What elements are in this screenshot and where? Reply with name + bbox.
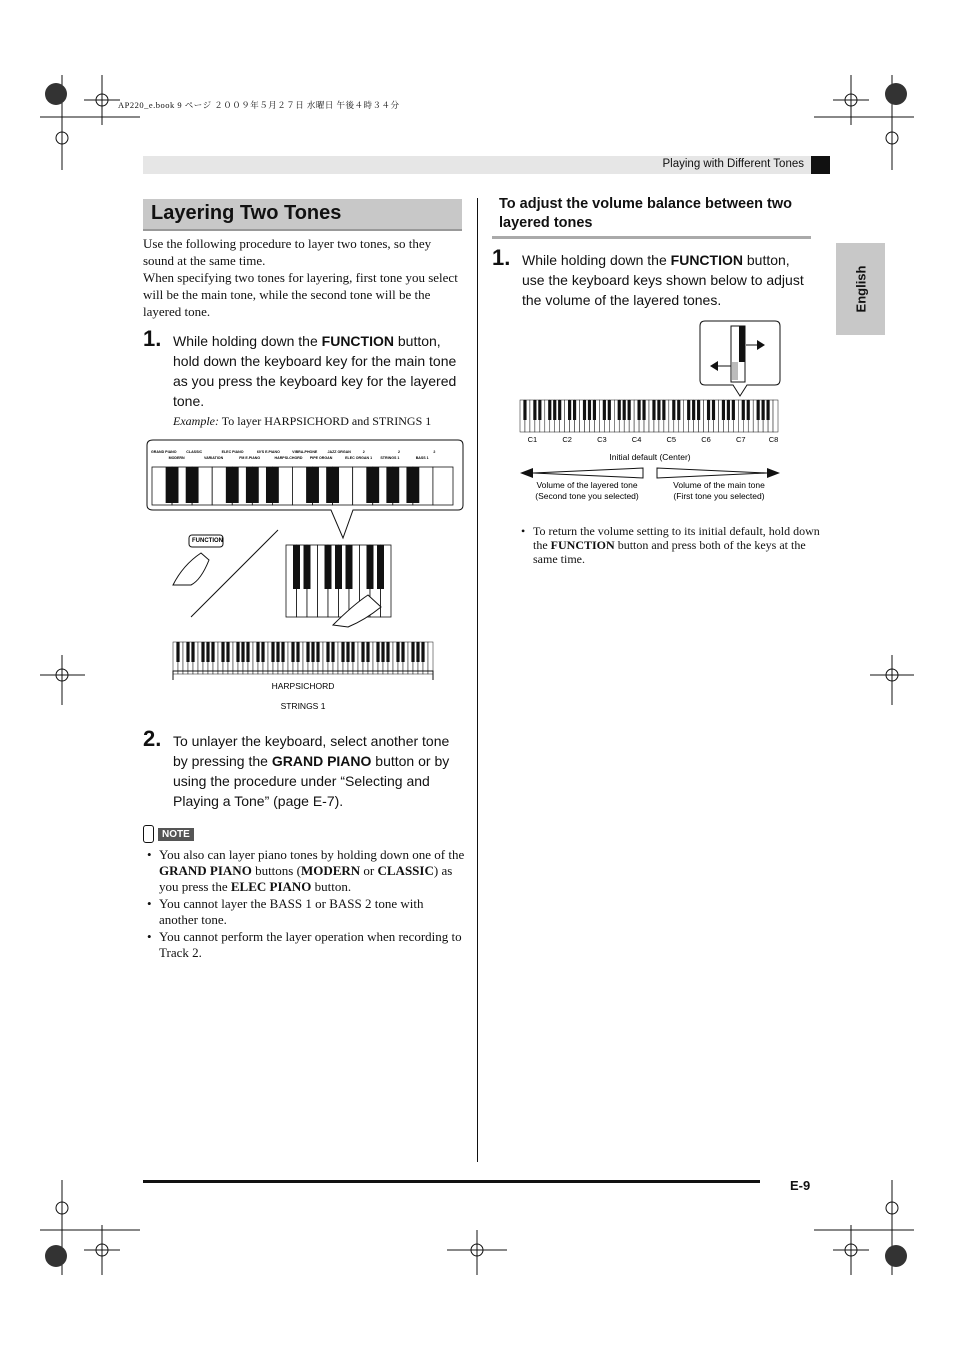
step-1-post: button, hold down the keyboard key for the main tone as you press the keyboard key for the layered tone. — [173, 333, 457, 409]
tone-label: PIPE ORGAN — [309, 456, 333, 460]
tone-label: 2 — [433, 450, 436, 454]
octave-label: C5 — [666, 435, 677, 444]
step-1-bold: FUNCTION — [321, 333, 394, 349]
step-1-pre: While holding down the — [173, 333, 322, 349]
note-item: • You also can layer piano tones by holding down one of the GRAND PIANO buttons (MODERN or CLASSIC) as you press the ELEC PIANO button. — [145, 847, 465, 895]
octave-label: C8 — [768, 435, 779, 444]
tone-label: BASS 1 — [415, 456, 429, 460]
example-label: Example: — [173, 414, 219, 428]
heading-rule — [492, 236, 811, 239]
tone-label: 2 — [398, 450, 401, 454]
note-label: NOTE — [158, 828, 194, 841]
tone-label: ELEC PIANO — [221, 450, 244, 454]
note-badge — [143, 825, 194, 843]
tone-label: 2 — [362, 450, 365, 454]
subsection-heading: To adjust the volume balance between two layered tones — [499, 196, 793, 231]
default-label: Initial default (Center) — [609, 452, 691, 462]
example-line — [173, 414, 431, 429]
octave-label: C2 — [562, 435, 572, 444]
main-volume-label: Volume of the main tone — [673, 480, 765, 490]
language-label: English — [853, 265, 868, 313]
octave-label: C7 — [735, 435, 746, 444]
volume-keyboard — [520, 400, 778, 432]
example-text: To layer HARPSICHORD and STRINGS 1 — [218, 414, 432, 428]
octave-label: C3 — [597, 435, 607, 444]
tone-label: GRAND PIANO — [151, 450, 177, 454]
tone-label: ELEC ORGAN 1 — [345, 456, 373, 460]
tone-label: FM E.PIANO — [239, 456, 261, 460]
step-1-number: 1. — [143, 326, 162, 351]
page-title-box — [143, 199, 462, 231]
footer-rule — [143, 1180, 760, 1183]
print-mark: AP220_e.book 9 ページ ２００９年５月２７日 水曜日 午後４時３４分 — [118, 100, 400, 110]
tone-label: VARIATION — [203, 456, 224, 460]
octave-label: C6 — [701, 435, 711, 444]
layered-volume-sublabel: (Second tone you selected) — [535, 491, 639, 501]
step-2-post: button or by using the procedure under “Selecting and Playing a Tone” (page E-7). — [173, 753, 450, 809]
harpsichord-label: HARPSICHORD — [271, 681, 335, 691]
tone-label: STRINGS 1 — [380, 456, 400, 460]
layering-figure — [143, 435, 468, 715]
octave-labels — [528, 435, 779, 444]
layered-volume-label: Volume of the layered tone — [536, 480, 638, 490]
language-tab — [836, 243, 885, 335]
button-panel-keys — [152, 467, 453, 505]
page-title: Layering Two Tones — [151, 202, 342, 224]
column-divider — [477, 198, 478, 1162]
reset-bullet: • To return the volume setting to its initial default, hold down the FUNCTION button and press both of the keys at the same time. — [521, 524, 820, 566]
tone-label: JAZZ ORGAN — [327, 450, 351, 454]
header-bar — [143, 156, 830, 174]
tone-label: VIBRA-PHONE — [292, 450, 318, 454]
step-2-number: 2. — [143, 726, 162, 751]
intro-paragraph-2: When specifying two tones for layering, first tone you select will be the main tone, while the second tone will be the layered tone. — [143, 270, 458, 319]
tone-label: MODERN — [168, 456, 185, 460]
octave-label: C4 — [631, 435, 642, 444]
step-2-bold: GRAND PIANO — [271, 753, 372, 769]
tone-label: HARPSI-CHORD — [274, 456, 303, 460]
note-list — [145, 847, 465, 962]
tone-label: CLASSIC — [186, 450, 203, 454]
right-step-1-number: 1. — [492, 245, 511, 270]
intro-text — [143, 235, 465, 320]
section-title: Playing with Different Tones — [662, 158, 804, 170]
strings-label: STRINGS 1 — [280, 701, 326, 711]
volume-figure — [515, 318, 790, 508]
header-marker — [811, 156, 830, 174]
page-number: E-9 — [790, 1178, 811, 1193]
step-2-text — [173, 731, 465, 811]
step-1-text — [173, 331, 465, 411]
octave-label: C1 — [527, 435, 538, 444]
note-item: • You cannot layer the BASS 1 or BASS 2 tone with another tone. — [145, 896, 465, 928]
note-item: • You cannot perform the layer operation when recording to Track 2. — [145, 929, 465, 961]
step-2-pre: To unlayer the keyboard, select another tone by pressing the — [173, 733, 450, 769]
right-step-1-text: While holding down the FUNCTION button, use the keyboard keys shown below to adjust the volume of the layered tones. — [522, 252, 804, 308]
full-keyboard — [173, 642, 433, 674]
tone-label: 60'S E.PIANO — [256, 450, 280, 454]
main-volume-sublabel: (First tone you selected) — [673, 491, 765, 501]
intro-paragraph-1: Use the following procedure to layer two tones, so they sound at the same time. — [143, 236, 432, 268]
function-button-label: FUNCTION — [192, 538, 223, 544]
